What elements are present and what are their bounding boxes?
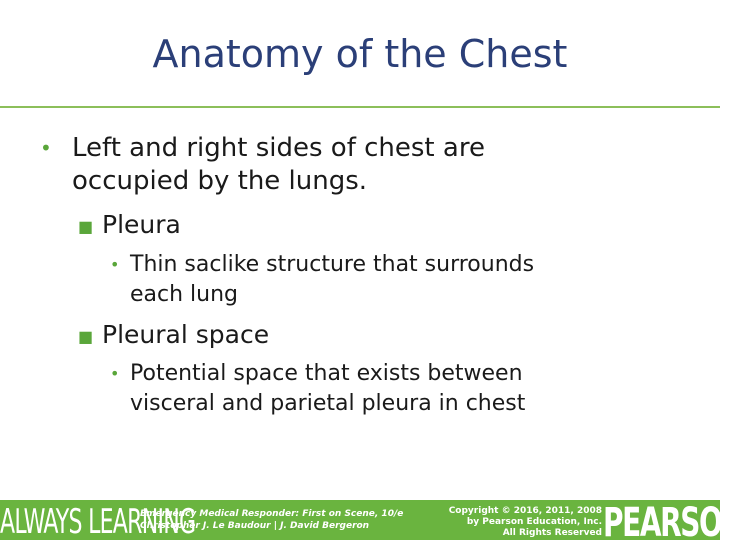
bullet-text-line: Pleural space xyxy=(102,320,270,349)
book-authors: Christopher J. Le Baudour | J. David Bergeron xyxy=(140,521,370,531)
copyright-line: Copyright © 2016, 2011, 2008 xyxy=(448,506,602,516)
bullet-pleural-space xyxy=(78,320,662,350)
bullet-lungs xyxy=(40,132,672,198)
title-divider xyxy=(0,106,720,108)
footer-bar xyxy=(0,500,743,546)
copyright-line: All Rights Reserved xyxy=(502,528,602,538)
bullet-dot-icon: • xyxy=(40,136,52,160)
always-learning-logo: ALWAYS LEARNING xyxy=(0,502,196,542)
bullet-text-line: Left and right sides of chest are xyxy=(72,133,485,163)
book-citation xyxy=(140,508,420,532)
copyright-line: by Pearson Education, Inc. xyxy=(466,517,602,527)
bullet-text-line: Thin saclike structure that surrounds xyxy=(130,252,535,277)
bullet-pleural-space-desc xyxy=(110,359,630,419)
pearson-logo: PEARSON xyxy=(603,500,743,546)
copyright-notice xyxy=(432,506,602,539)
bullet-text-line: visceral and parietal pleura in chest xyxy=(130,391,526,416)
book-title: Emergency Medical Responder: First on Scene, 10/e xyxy=(140,509,404,519)
bullet-text-line: each lung xyxy=(130,282,239,307)
bullet-dot-icon: • xyxy=(110,364,120,383)
bullet-text-line: Potential space that exists between xyxy=(130,361,523,386)
square-bullet-icon: ■ xyxy=(78,327,94,346)
square-bullet-icon: ■ xyxy=(78,217,94,236)
bullet-pleura xyxy=(78,210,662,240)
slide-title: Anatomy of the Chest xyxy=(152,32,568,76)
bullet-dot-icon: • xyxy=(110,255,120,274)
bullet-pleura-desc xyxy=(110,250,630,310)
bullet-text-line: Pleura xyxy=(102,210,181,239)
bullet-text-line: occupied by the lungs. xyxy=(72,166,368,196)
